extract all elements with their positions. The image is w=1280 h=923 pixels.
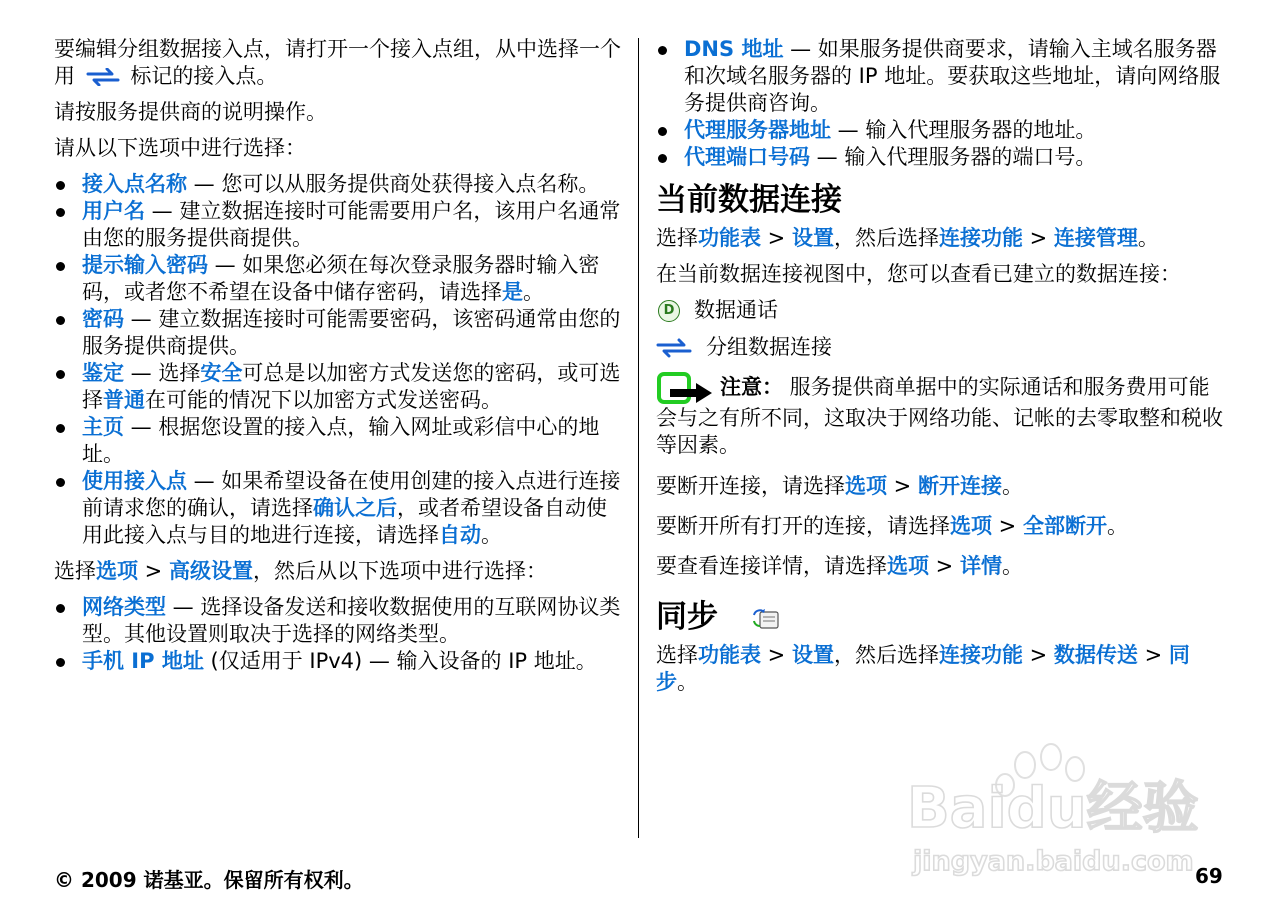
page-number: 69 bbox=[1195, 864, 1223, 888]
advanced-settings-paragraph: 选择选项 > 高级设置，然后从以下选项中进行选择： bbox=[54, 559, 547, 583]
connection-manager-path: 选择功能表 > 设置，然后选择连接功能 > 连接管理。 bbox=[656, 226, 1159, 250]
list-item: DNS 地址 — 如果服务提供商要求，请输入主域名服务器和次域名服务器的 IP 地址。要获取这些地址，请向网络服务提供商咨询。 bbox=[656, 36, 1228, 117]
packet-data-icon bbox=[656, 338, 692, 358]
list-item: 密码 — 建立数据连接时可能需要密码，该密码通常由您的服务提供商提供。 bbox=[54, 306, 622, 360]
data-call-label: 数据通话 bbox=[694, 298, 778, 322]
note-text: 服务提供商单据中的实际通话和服务费用可能会与之有所不同，这取决于网络功能、记帐的去零取整和税收等因素。 bbox=[656, 375, 1223, 457]
disconnect-all-instruction: 要断开所有打开的连接，请选择选项 > 全部断开。 bbox=[656, 514, 1128, 538]
list-item: 鉴定 — 选择安全可总是以加密方式发送您的密码，或可选择普通在可能的情况下以加密方式发送密码。 bbox=[54, 360, 622, 414]
dns-proxy-options-list bbox=[656, 36, 1228, 171]
list-item: 代理服务器地址 — 输入代理服务器的地址。 bbox=[656, 117, 1228, 144]
details-instruction: 要查看连接详情，请选择选项 > 详情。 bbox=[656, 554, 1023, 578]
list-item: 代理端口号码 — 输入代理服务器的端口号。 bbox=[656, 144, 1228, 171]
left-column bbox=[54, 36, 622, 684]
copyright-footer: © 2009 诺基亚。保留所有权利。 bbox=[54, 868, 364, 892]
section-title-sync: 同步 bbox=[656, 598, 1228, 636]
data-call-row bbox=[656, 297, 1228, 324]
packet-data-icon bbox=[86, 68, 120, 86]
packet-data-label: 分组数据连接 bbox=[706, 335, 832, 359]
list-item: 使用接入点 — 如果希望设备在使用创建的接入点进行连接前请求您的确认，请选择确认之后，或者希望设备自动使用此接入点与目的地进行连接，请选择自动。 bbox=[54, 468, 622, 549]
intro-text-b: 标记的接入点。 bbox=[130, 64, 278, 88]
watermark-url: jingyan.baidu.com bbox=[913, 846, 1194, 877]
column-divider bbox=[638, 38, 639, 838]
disconnect-instruction: 要断开连接，请选择选项 > 断开连接。 bbox=[656, 474, 1023, 498]
list-item: 用户名 — 建立数据连接时可能需要用户名，该用户名通常由您的服务提供商提供。 bbox=[54, 198, 622, 252]
list-item: 主页 — 根据您设置的接入点，输入网址或彩信中心的地址。 bbox=[54, 414, 622, 468]
packet-data-row bbox=[656, 334, 1228, 361]
options-intro: 请从以下选项中进行选择： bbox=[54, 136, 306, 160]
instruction-paragraph: 请按服务提供商的说明操作。 bbox=[54, 100, 327, 124]
list-item: 手机 IP 地址 (仅适用于 IPv4) — 输入设备的 IP 地址。 bbox=[54, 648, 622, 675]
current-connections-description: 在当前数据连接视图中，您可以查看已建立的数据连接： bbox=[656, 262, 1181, 286]
list-item: 提示输入密码 — 如果您必须在每次登录服务器时输入密码，或者您不希望在设备中储存密码，请选择是。 bbox=[54, 252, 622, 306]
intro-paragraph bbox=[54, 36, 622, 90]
right-column bbox=[656, 36, 1228, 705]
note-paragraph bbox=[656, 371, 1228, 459]
sync-path: 选择功能表 > 设置，然后选择连接功能 > 数据传送 > 同步。 bbox=[656, 643, 1190, 694]
advanced-options-list bbox=[54, 594, 622, 675]
section-title-current-data-connections: 当前数据连接 bbox=[656, 182, 842, 218]
access-point-options-list bbox=[54, 171, 622, 549]
data-call-icon: D bbox=[658, 300, 680, 322]
watermark-brand: Baidu经验 bbox=[907, 776, 1199, 841]
list-item: 网络类型 — 选择设备发送和接收数据使用的互联网协议类型。其他设置则取决于选择的网络类型。 bbox=[54, 594, 622, 648]
note-icon bbox=[656, 371, 714, 405]
intro-text-a: 要编辑分组数据接入点，请打开一个接入点组，从中选择一个用 bbox=[54, 37, 621, 88]
note-label: 注意： bbox=[720, 375, 783, 399]
baidu-watermark bbox=[905, 735, 1205, 885]
sync-icon bbox=[751, 607, 781, 631]
list-item: 接入点名称 — 您可以从服务提供商处获得接入点名称。 bbox=[54, 171, 622, 198]
